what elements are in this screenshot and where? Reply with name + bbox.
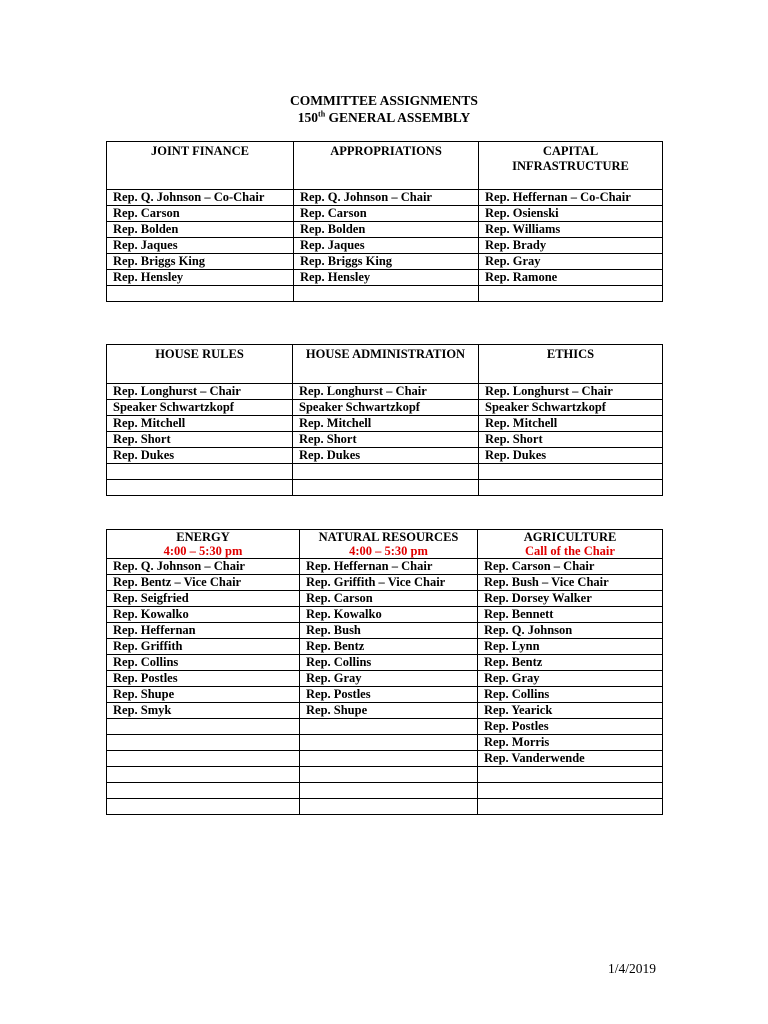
member-row <box>107 222 663 238</box>
committee-name-cell <box>478 530 663 559</box>
committee-table-energy-resources-agriculture <box>106 529 663 815</box>
member-cell <box>479 464 663 480</box>
member-cell: Rep. Bush – Vice Chair <box>478 575 663 591</box>
member-cell: Rep. Briggs King <box>107 254 294 270</box>
member-cell: Rep. Postles <box>300 687 478 703</box>
member-cell: Rep. Bentz <box>300 639 478 655</box>
member-row <box>107 270 663 286</box>
member-row <box>107 448 663 464</box>
member-cell: Rep. Bush <box>300 623 478 639</box>
member-cell: Rep. Jaques <box>294 238 479 254</box>
member-row <box>107 623 663 639</box>
committee-name-cell <box>107 530 300 559</box>
member-row <box>107 432 663 448</box>
committee-name: CAPITAL INFRASTRUCTURE <box>512 144 629 173</box>
member-cell: Rep. Carson <box>107 206 294 222</box>
member-cell: Rep. Osienski <box>479 206 663 222</box>
document-subtitle <box>0 109 768 126</box>
member-cell: Rep. Collins <box>478 687 663 703</box>
member-cell: Rep. Dukes <box>107 448 293 464</box>
member-cell: Rep. Briggs King <box>294 254 479 270</box>
document-date: 1/4/2019 <box>607 961 656 976</box>
committee-header-row <box>107 530 663 559</box>
member-cell <box>478 783 663 799</box>
committee-name: ENERGY <box>176 530 230 544</box>
member-cell: Rep. Q. Johnson – Co-Chair <box>107 190 294 206</box>
member-cell <box>300 751 478 767</box>
member-cell: Rep. Bentz – Vice Chair <box>107 575 300 591</box>
member-cell: Speaker Schwartzkopf <box>107 400 293 416</box>
member-cell <box>107 751 300 767</box>
member-cell: Rep. Shupe <box>107 687 300 703</box>
committee-table-house <box>106 344 663 496</box>
member-cell: Rep. Williams <box>479 222 663 238</box>
document-title: COMMITTEE ASSIGNMENTS <box>290 93 478 108</box>
member-cell <box>107 767 300 783</box>
member-cell <box>300 719 478 735</box>
member-cell: Rep. Short <box>293 432 479 448</box>
committee-name-cell <box>107 142 294 190</box>
member-row <box>107 480 663 496</box>
committee-name-cell <box>479 345 663 384</box>
member-cell: Rep. Brady <box>479 238 663 254</box>
meeting-time: 4:00 – 5:30 pm <box>349 544 428 558</box>
member-row <box>107 416 663 432</box>
member-cell: Rep. Gray <box>300 671 478 687</box>
member-cell: Rep. Lynn <box>478 639 663 655</box>
member-row <box>107 254 663 270</box>
member-row <box>107 591 663 607</box>
member-row <box>107 783 663 799</box>
member-row <box>107 719 663 735</box>
member-cell: Speaker Schwartzkopf <box>479 400 663 416</box>
member-cell: Rep. Collins <box>300 655 478 671</box>
member-cell <box>107 799 300 815</box>
member-cell: Rep. Postles <box>107 671 300 687</box>
member-cell: Rep. Ramone <box>479 270 663 286</box>
member-cell: Rep. Gray <box>478 671 663 687</box>
member-cell: Rep. Collins <box>107 655 300 671</box>
member-cell: Rep. Mitchell <box>293 416 479 432</box>
member-cell <box>300 799 478 815</box>
member-cell: Rep. Q. Johnson – Chair <box>294 190 479 206</box>
member-cell: Rep. Bolden <box>294 222 479 238</box>
committee-name: NATURAL RESOURCES <box>318 530 459 544</box>
member-cell: Rep. Bentz <box>478 655 663 671</box>
member-cell <box>300 735 478 751</box>
member-cell: Speaker Schwartzkopf <box>293 400 479 416</box>
member-cell: Rep. Heffernan – Chair <box>300 559 478 575</box>
member-cell: Rep. Mitchell <box>479 416 663 432</box>
member-cell: Rep. Longhurst – Chair <box>107 384 293 400</box>
member-cell: Rep. Smyk <box>107 703 300 719</box>
member-cell: Rep. Jaques <box>107 238 294 254</box>
member-cell <box>294 286 479 302</box>
committee-header-row <box>107 142 663 190</box>
member-cell <box>107 286 294 302</box>
member-row <box>107 735 663 751</box>
member-cell <box>293 480 479 496</box>
member-cell <box>478 799 663 815</box>
member-row <box>107 559 663 575</box>
member-cell: Rep. Dukes <box>293 448 479 464</box>
member-cell: Rep. Vanderwende <box>478 751 663 767</box>
member-cell <box>478 767 663 783</box>
member-row <box>107 687 663 703</box>
member-row <box>107 190 663 206</box>
member-cell: Rep. Griffith – Vice Chair <box>300 575 478 591</box>
member-cell: Rep. Dukes <box>479 448 663 464</box>
member-cell <box>300 783 478 799</box>
member-cell: Rep. Longhurst – Chair <box>293 384 479 400</box>
member-row <box>107 206 663 222</box>
member-cell: Rep. Gray <box>479 254 663 270</box>
member-row <box>107 607 663 623</box>
assembly-ordinal-suffix: th <box>318 109 326 119</box>
member-cell: Rep. Carson <box>300 591 478 607</box>
committee-name-cell <box>294 142 479 190</box>
member-row <box>107 703 663 719</box>
committee-name: HOUSE ADMINISTRATION <box>305 347 466 361</box>
member-row <box>107 751 663 767</box>
committee-name: APPROPRIATIONS <box>330 144 442 158</box>
member-cell: Rep. Yearick <box>478 703 663 719</box>
member-cell: Rep. Hensley <box>294 270 479 286</box>
member-cell: Rep. Heffernan – Co-Chair <box>479 190 663 206</box>
member-cell: Rep. Seigfried <box>107 591 300 607</box>
member-cell: Rep. Q. Johnson <box>478 623 663 639</box>
member-row <box>107 799 663 815</box>
member-cell: Rep. Carson <box>294 206 479 222</box>
member-row <box>107 286 663 302</box>
member-cell: Rep. Bolden <box>107 222 294 238</box>
committee-name: AGRICULTURE <box>523 530 617 544</box>
member-cell: Rep. Shupe <box>300 703 478 719</box>
committee-header-row <box>107 345 663 384</box>
member-cell: Rep. Griffith <box>107 639 300 655</box>
assembly-label: GENERAL ASSEMBLY <box>325 110 471 125</box>
committee-table-finance <box>106 141 663 302</box>
member-row <box>107 671 663 687</box>
member-row <box>107 464 663 480</box>
committee-name: HOUSE RULES <box>155 347 244 361</box>
member-row <box>107 238 663 254</box>
member-cell <box>479 286 663 302</box>
member-cell: Rep. Short <box>107 432 293 448</box>
member-cell <box>107 464 293 480</box>
committee-name-cell <box>479 142 663 190</box>
member-cell: Rep. Mitchell <box>107 416 293 432</box>
member-cell <box>300 767 478 783</box>
committee-name-cell <box>293 345 479 384</box>
member-cell: Rep. Q. Johnson – Chair <box>107 559 300 575</box>
member-cell: Rep. Short <box>479 432 663 448</box>
member-cell: Rep. Hensley <box>107 270 294 286</box>
member-row <box>107 655 663 671</box>
member-cell <box>479 480 663 496</box>
member-cell: Rep. Kowalko <box>107 607 300 623</box>
member-row <box>107 767 663 783</box>
member-row <box>107 400 663 416</box>
member-cell: Rep. Dorsey Walker <box>478 591 663 607</box>
member-cell: Rep. Heffernan <box>107 623 300 639</box>
meeting-time: Call of the Chair <box>525 544 615 558</box>
member-row <box>107 639 663 655</box>
committee-name: JOINT FINANCE <box>150 144 250 158</box>
member-cell <box>107 783 300 799</box>
assembly-number: 150 <box>297 110 319 125</box>
committee-name: ETHICS <box>546 347 595 361</box>
member-cell <box>293 464 479 480</box>
member-cell: Rep. Bennett <box>478 607 663 623</box>
member-cell <box>107 480 293 496</box>
member-row <box>107 384 663 400</box>
member-cell: Rep. Postles <box>478 719 663 735</box>
committee-name-cell <box>107 345 293 384</box>
meeting-time: 4:00 – 5:30 pm <box>163 544 243 558</box>
member-cell: Rep. Carson – Chair <box>478 559 663 575</box>
committee-name-cell <box>300 530 478 559</box>
member-cell <box>107 719 300 735</box>
member-row <box>107 575 663 591</box>
member-cell: Rep. Morris <box>478 735 663 751</box>
member-cell <box>107 735 300 751</box>
member-cell: Rep. Longhurst – Chair <box>479 384 663 400</box>
member-cell: Rep. Kowalko <box>300 607 478 623</box>
